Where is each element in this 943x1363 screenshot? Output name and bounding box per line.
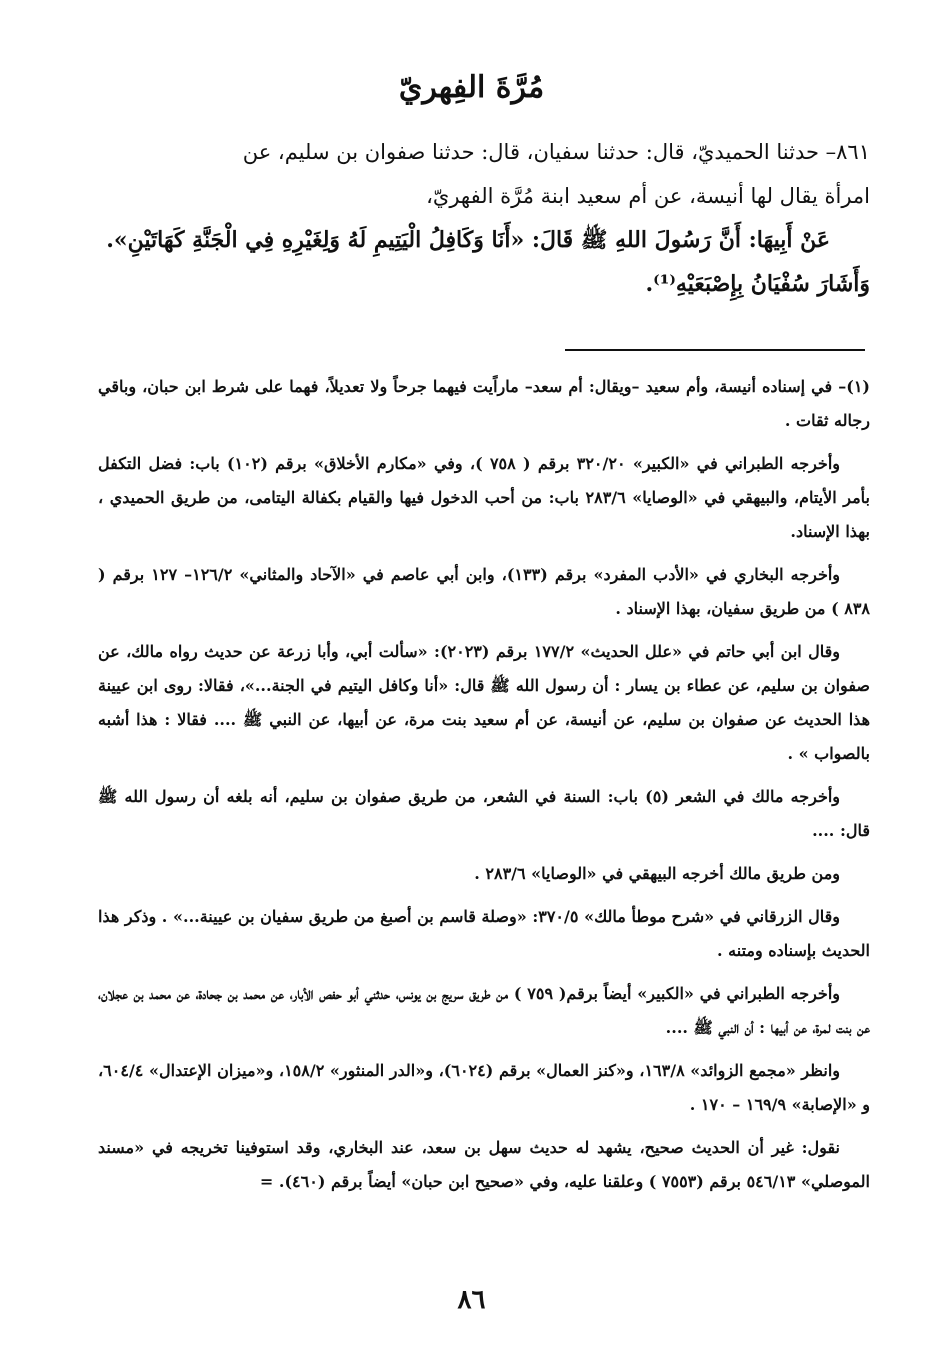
footnote-paragraph: وأخرجه الطبراني في «الكبير» ٣٢٠/٢٠ برقم ( ٧٥٨ )، وفي «مكارم الأخلاق» برقم (١٠٢) باب: فضل التكفل بأمر الأيتام، والبيهقي في «الوصايا» ٢٨٣/٦ باب: من أحب الدخول فيها والقيام بكفالة اليتامى، من طريق الحميدي ، بهذا الإسناد. xyxy=(98,454,870,541)
footnote-paragraph: (١)– في إسناده أنيسة، وأم سعيد –ويقال: أم سعد– ماراًيت فيهما جرحاً ولا تعديلاً، فهما على شرط ابن حبان، وباقي رجاله ثقات . xyxy=(98,377,870,430)
footnote-separator xyxy=(565,349,865,351)
chapter-title: مُرَّةَ الفِهريّ xyxy=(398,70,545,105)
footnote-paragraph: وانظر «مجمع الزوائد» ١٦٣/٨، و«كنز العمال» برقم (٦٠٢٤)، و«الدر المنثور» ١٥٨/٢، و«ميزان الإعتدال» ٦٠٤/٤، و «الإصابة» ١٦٩/٩ – ١٧٠ . xyxy=(98,1061,870,1114)
hadith-text xyxy=(95,130,870,306)
footnotes xyxy=(98,370,870,1208)
footnote-paragraph: ومن طريق مالك أخرجه البيهقي في «الوصايا» ٢٨٣/٦ . xyxy=(474,864,840,883)
footnote-paragraph: وأخرجه البخاري في «الأدب المفرد» برقم (١٣٣)، وابن أبي عاصم في «الآحاد والمثاني» ١٢٦/٢– ١٢٧ برقم ( ٨٣٨ ) من طريق سفيان، بهذا الإسناد . xyxy=(98,565,870,618)
footnote-paragraph: وقال ابن أبي حاتم في «علل الحديث» ١٧٧/٢ برقم (٢٠٢٣): «سألت أبي، وأبا زرعة عن حديث رواه مالك، عن صفوان بن سليم، عن عطاء بن يسار : أن رسول الله ﷺ قال: «أنا وكافل اليتيم في الجنة...»، فقالا: روى ابن عيينة هذا الحديث عن صفوان بن سليم، عن أنيسة، عن أم سعيد بنت مرة، عن أبيها، عن النبي ﷺ .... فقالا : هذا أشبه بالصواب » . xyxy=(98,642,871,763)
footnote-paragraph: نقول: غير أن الحديث صحيح، يشهد له حديث سهل بن سعد، عند البخاري، وقد استوفينا تخريجه في «مسند الموصلي» ٥٤٦/١٣ برقم (٧٥٥٣ ) وعلقنا عليه، وفي «صحيح ابن حبان» أيضاً برقم (٤٦٠). = xyxy=(98,1138,870,1191)
footnote-paragraph: وقال الزرقاني في «شرح موطأ مالك» ٣٧٠/٥: «وصلة قاسم بن أصبغ من طريق سفيان بن عيينة...» . وذكر هذا الحديث بإسناده ومتنه . xyxy=(98,907,870,960)
matn-line: عَنْ أَبِيهَا: أَنَّ رَسُولَ اللهِ ﷺ قَالَ: «أَنَا وَكَافِلُ الْيَتِيمِ لَهُ وَلِغَيْرِهِ فِي الْجَنَّةِ كَهَاتَيْنِ». xyxy=(106,227,830,253)
footnote-paragraph: وأخرجه الطبراني في «الكبير» أيضاً برقم( ٧٥٩ ) من طريق سريج بن يونس، حدثني أبو حفص الأبار، عن محمد بن جحادة، عن محمد بن عجلان، عن بنت لمرة، عن أبيها : أن النبي ﷺ .... xyxy=(98,984,870,1037)
page-number: ٨٦ xyxy=(457,1285,486,1315)
footnote-paragraph: وأخرجه مالك في الشعر (٥) باب: السنة في الشعر، من طريق صفوان بن سليم، أنه بلغه أن رسول الله ﷺ قال: .... xyxy=(98,787,870,840)
sufyan-note-line: وَأَشَارَ سُفْيَانُ بِإِصْبَعَيْهِ⁽¹⁾. xyxy=(645,271,870,297)
isnad-line-2: امرأة يقال لها أنيسة، عن أم سعيد ابنة مُرَّة الفهريّ، xyxy=(426,184,870,208)
isnad-line-1: ٨٦١– حدثنا الحميديّ، قال: حدثنا سفيان، قال: حدثنا صفوان بن سليم، عن xyxy=(242,140,870,164)
